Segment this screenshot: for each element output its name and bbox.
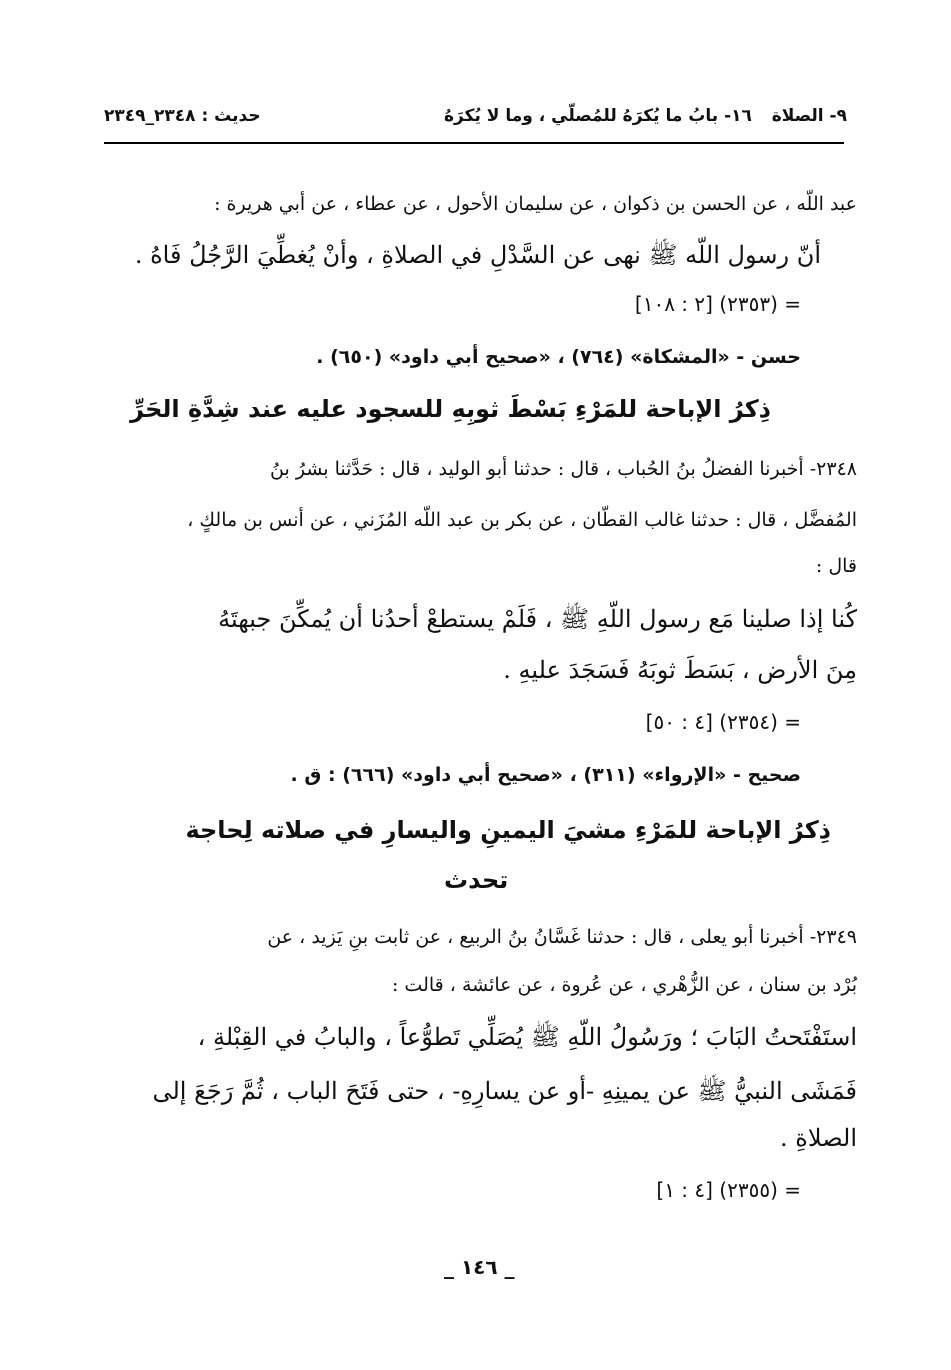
hadith-isnad: ٢٣٤٨- أخبرنا الفضلُ بنُ الحُباب ، قال : حدثنا أبو الوليد ، قال : حَدَّثنا بشرُ بنُ: [270, 458, 857, 480]
hadith-grade: صحيح - «الإرواء» (٣١١) ، «صحيح أبي داود» (٦٦٦) : ق .: [290, 764, 801, 786]
cross-reference: = (٢٣٥٤) [٤ : ٥٠]: [645, 710, 801, 734]
hadith-matn: كُنا إذا صلينا مَع رسول اللّهِ ﷺ ، فَلَمْ يستطعْ أحدُنا أن يُمكِّنَ جبهتَهُ: [218, 605, 857, 633]
chapter-heading: ذِكرُ الإباحة للمَرْءِ بَسْطَ ثوبِهِ للسجود عليه عند شِدَّةِ الحَرِّ: [130, 395, 771, 423]
hadith-isnad: بُرْد بن سنان ، عن الزُّهْري ، عن عُروة ، عن عائشة ، قالت :: [391, 974, 857, 996]
chapter-heading: ذِكرُ الإباحة للمَرْءِ مشيَ اليمينِ واليسارِ في صلاته لِحاجة: [185, 816, 831, 844]
cross-reference: = (٢٣٥٣) [٢ : ١٠٨]: [634, 292, 801, 316]
chapter-heading: تحدث: [444, 866, 509, 894]
cross-reference: = (٢٣٥٥) [٤ : ١]: [656, 1178, 801, 1202]
running-header-hadith-range: حديث : ٢٣٤٨_٢٣٤٩: [104, 106, 261, 126]
header-divider: [104, 142, 844, 144]
hadith-matn: مِنَ الأرض ، بَسَطَ ثوبَهُ فَسَجَدَ عليهِ .: [503, 656, 857, 684]
hadith-isnad: المُفضَّل ، قال : حدثنا غالب القطّان ، عن بكر بن عبد اللّه المُزَني ، عن أنس بن مالكٍ ،: [187, 509, 857, 531]
hadith-matn: استَفْتَحتُ البَابَ ؛ ورَسُولُ اللّهِ ﷺ يُصَلِّي تَطوُّعاً ، والبابُ في القِبْلةِ ،: [197, 1023, 857, 1051]
isnad-continuation: عبد اللّه ، عن الحسن بن ذكوان ، عن سليمان الأحول ، عن عطاء ، عن أبي هريرة :: [214, 193, 857, 215]
hadith-isnad: قال :: [815, 555, 857, 577]
hadith-isnad: ٢٣٤٩- أخبرنا أبو يعلى ، قال : حدثنا غَسَّانُ بنُ الربيع ، عن ثابت بنِ يَزيد ، عن: [267, 926, 857, 948]
hadith-matn: الصلاةِ .: [780, 1124, 857, 1152]
page-number: _ ١٤٦ _: [444, 1255, 515, 1279]
running-header-section: ١٦- بابُ ما يُكرَهُ للمُصلّي ، وما لا يُكرَهُ: [444, 106, 752, 126]
hadith-grade: حسن - «المشكاة» (٧٦٤) ، «صحيح أبي داود» (٦٥٠) .: [316, 346, 801, 368]
running-header-chapter: ٩- الصلاة: [771, 106, 847, 126]
hadith-matn: أنّ رسول اللّه ﷺ نهى عن السَّدْلِ في الصلاةِ ، وأنْ يُغطِّيَ الرَّجُلُ فَاهُ .: [134, 241, 821, 269]
hadith-matn: فَمَشَى النبيُّ ﷺ عن يمينِهِ -أو عن يسارِهِ- ، حتى فَتَحَ الباب ، ثُمَّ رَجَعَ إلى: [152, 1077, 857, 1105]
